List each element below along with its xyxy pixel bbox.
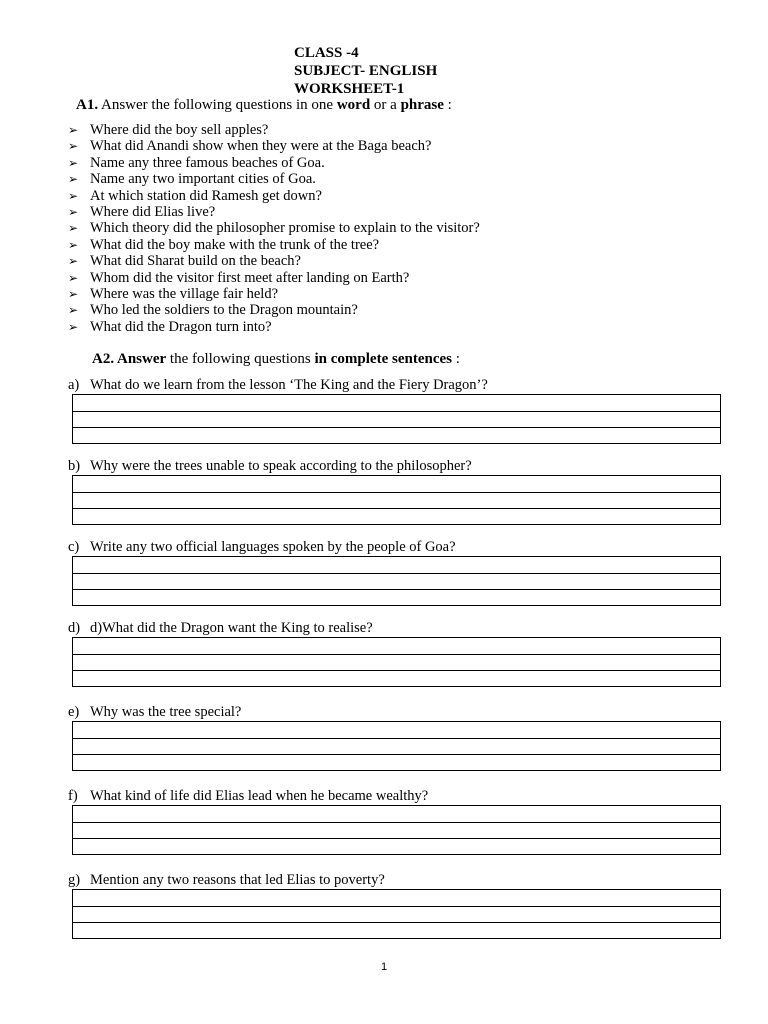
a2-instruction-bold: in complete sentences bbox=[314, 351, 452, 367]
question-text: What did Sharat build on the beach? bbox=[90, 253, 301, 270]
a1-instruction-word: word bbox=[336, 97, 371, 113]
answer-line bbox=[73, 492, 720, 493]
list-item bbox=[68, 122, 480, 138]
list-item bbox=[68, 188, 480, 204]
answer-line bbox=[73, 427, 720, 428]
answer-box-a[interactable] bbox=[72, 394, 721, 444]
answer-box-b[interactable] bbox=[72, 475, 721, 525]
section-a1-heading bbox=[76, 97, 452, 114]
answer-line bbox=[73, 922, 720, 923]
question-label: c) bbox=[68, 539, 80, 555]
answer-line bbox=[73, 754, 720, 755]
question-label: e) bbox=[68, 704, 80, 720]
class-title: CLASS -4 bbox=[294, 45, 359, 61]
question-text: What did the boy make with the trunk of the tree? bbox=[90, 236, 380, 253]
question-text: At which station did Ramesh get down? bbox=[90, 187, 322, 204]
worksheet-title: WORKSHEET-1 bbox=[294, 81, 405, 97]
arrow-bullet-icon: ➢ bbox=[68, 286, 79, 301]
arrow-bullet-icon: ➢ bbox=[68, 319, 79, 334]
question-text: Where did Elias live? bbox=[90, 203, 216, 220]
section-a2-heading bbox=[92, 351, 460, 368]
list-item bbox=[68, 155, 480, 171]
arrow-bullet-icon: ➢ bbox=[68, 172, 79, 187]
arrow-bullet-icon: ➢ bbox=[68, 237, 79, 252]
list-item bbox=[68, 220, 480, 236]
a1-instruction-3: : bbox=[443, 97, 452, 113]
question-text: Who led the soldiers to the Dragon mountain? bbox=[90, 302, 358, 319]
question-text: Why was the tree special? bbox=[90, 704, 242, 720]
list-item bbox=[68, 171, 480, 187]
question-d bbox=[68, 620, 373, 637]
answer-line bbox=[73, 906, 720, 907]
page-number: 1 bbox=[380, 961, 388, 973]
arrow-bullet-icon: ➢ bbox=[68, 155, 79, 170]
question-text: Which theory did the philosopher promise to explain to the visitor? bbox=[90, 220, 480, 237]
answer-line bbox=[73, 654, 720, 655]
answer-line bbox=[73, 738, 720, 739]
list-item bbox=[68, 138, 480, 154]
answer-line bbox=[73, 822, 720, 823]
arrow-bullet-icon: ➢ bbox=[68, 270, 79, 285]
answer-box-g[interactable] bbox=[72, 889, 721, 939]
question-text: What kind of life did Elias lead when he became wealthy? bbox=[90, 788, 429, 804]
arrow-bullet-icon: ➢ bbox=[68, 139, 79, 154]
answer-box-e[interactable] bbox=[72, 721, 721, 771]
list-item bbox=[68, 270, 480, 286]
answer-box-d[interactable] bbox=[72, 637, 721, 687]
question-a bbox=[68, 377, 488, 394]
a2-instruction-1: the following questions bbox=[166, 351, 315, 367]
answer-line bbox=[73, 411, 720, 412]
question-text: Name any three famous beaches of Goa. bbox=[90, 154, 325, 171]
list-item bbox=[68, 319, 480, 335]
arrow-bullet-icon: ➢ bbox=[68, 188, 79, 203]
list-item bbox=[68, 204, 480, 220]
worksheet-header bbox=[294, 44, 437, 98]
list-item bbox=[68, 237, 480, 253]
answer-line bbox=[73, 838, 720, 839]
question-text: What did the Dragon turn into? bbox=[90, 318, 272, 335]
a1-instruction-1: Answer the following questions in one bbox=[98, 97, 337, 113]
question-label: d) bbox=[68, 620, 81, 636]
answer-line bbox=[73, 670, 720, 671]
a1-question-list bbox=[68, 122, 480, 335]
answer-line bbox=[73, 508, 720, 509]
list-item bbox=[68, 302, 480, 318]
question-f bbox=[68, 788, 428, 805]
question-text: Whom did the visitor first meet after landing on Earth? bbox=[90, 269, 410, 286]
question-label: f) bbox=[68, 788, 78, 804]
question-g bbox=[68, 872, 385, 889]
list-item bbox=[68, 286, 480, 302]
question-text: Mention any two reasons that led Elias to poverty? bbox=[90, 872, 385, 888]
question-label: b) bbox=[68, 458, 81, 474]
answer-line bbox=[73, 573, 720, 574]
question-text: Where did the boy sell apples? bbox=[90, 122, 269, 138]
arrow-bullet-icon: ➢ bbox=[68, 204, 79, 219]
question-b bbox=[68, 458, 472, 475]
question-e bbox=[68, 704, 241, 721]
question-text: Write any two official languages spoken by the people of Goa? bbox=[90, 539, 456, 555]
question-text: Where was the village fair held? bbox=[90, 285, 279, 302]
section-a1-label: A1. bbox=[76, 97, 99, 113]
answer-box-f[interactable] bbox=[72, 805, 721, 855]
arrow-bullet-icon: ➢ bbox=[68, 123, 79, 137]
answer-line bbox=[73, 589, 720, 590]
list-item bbox=[68, 253, 480, 269]
question-text: What did Anandi show when they were at the Baga beach? bbox=[90, 138, 432, 155]
question-label: g) bbox=[68, 872, 81, 888]
question-text: Why were the trees unable to speak according to the philosopher? bbox=[90, 458, 472, 474]
arrow-bullet-icon: ➢ bbox=[68, 303, 79, 318]
question-text: What do we learn from the lesson ‘The King and the Fiery Dragon’? bbox=[90, 377, 488, 393]
arrow-bullet-icon: ➢ bbox=[68, 254, 79, 269]
question-c bbox=[68, 539, 456, 556]
a2-instruction-2: : bbox=[451, 351, 460, 367]
question-label: a) bbox=[68, 377, 80, 393]
subject-title: SUBJECT- ENGLISH bbox=[294, 63, 438, 79]
question-text: Name any two important cities of Goa. bbox=[90, 171, 316, 188]
arrow-bullet-icon: ➢ bbox=[68, 221, 79, 236]
question-text: d)What did the Dragon want the King to realise? bbox=[90, 620, 373, 636]
answer-box-c[interactable] bbox=[72, 556, 721, 606]
section-a2-label: A2. Answer bbox=[92, 351, 167, 367]
a1-instruction-2: or a bbox=[370, 97, 401, 113]
a1-instruction-phrase: phrase bbox=[400, 97, 444, 113]
